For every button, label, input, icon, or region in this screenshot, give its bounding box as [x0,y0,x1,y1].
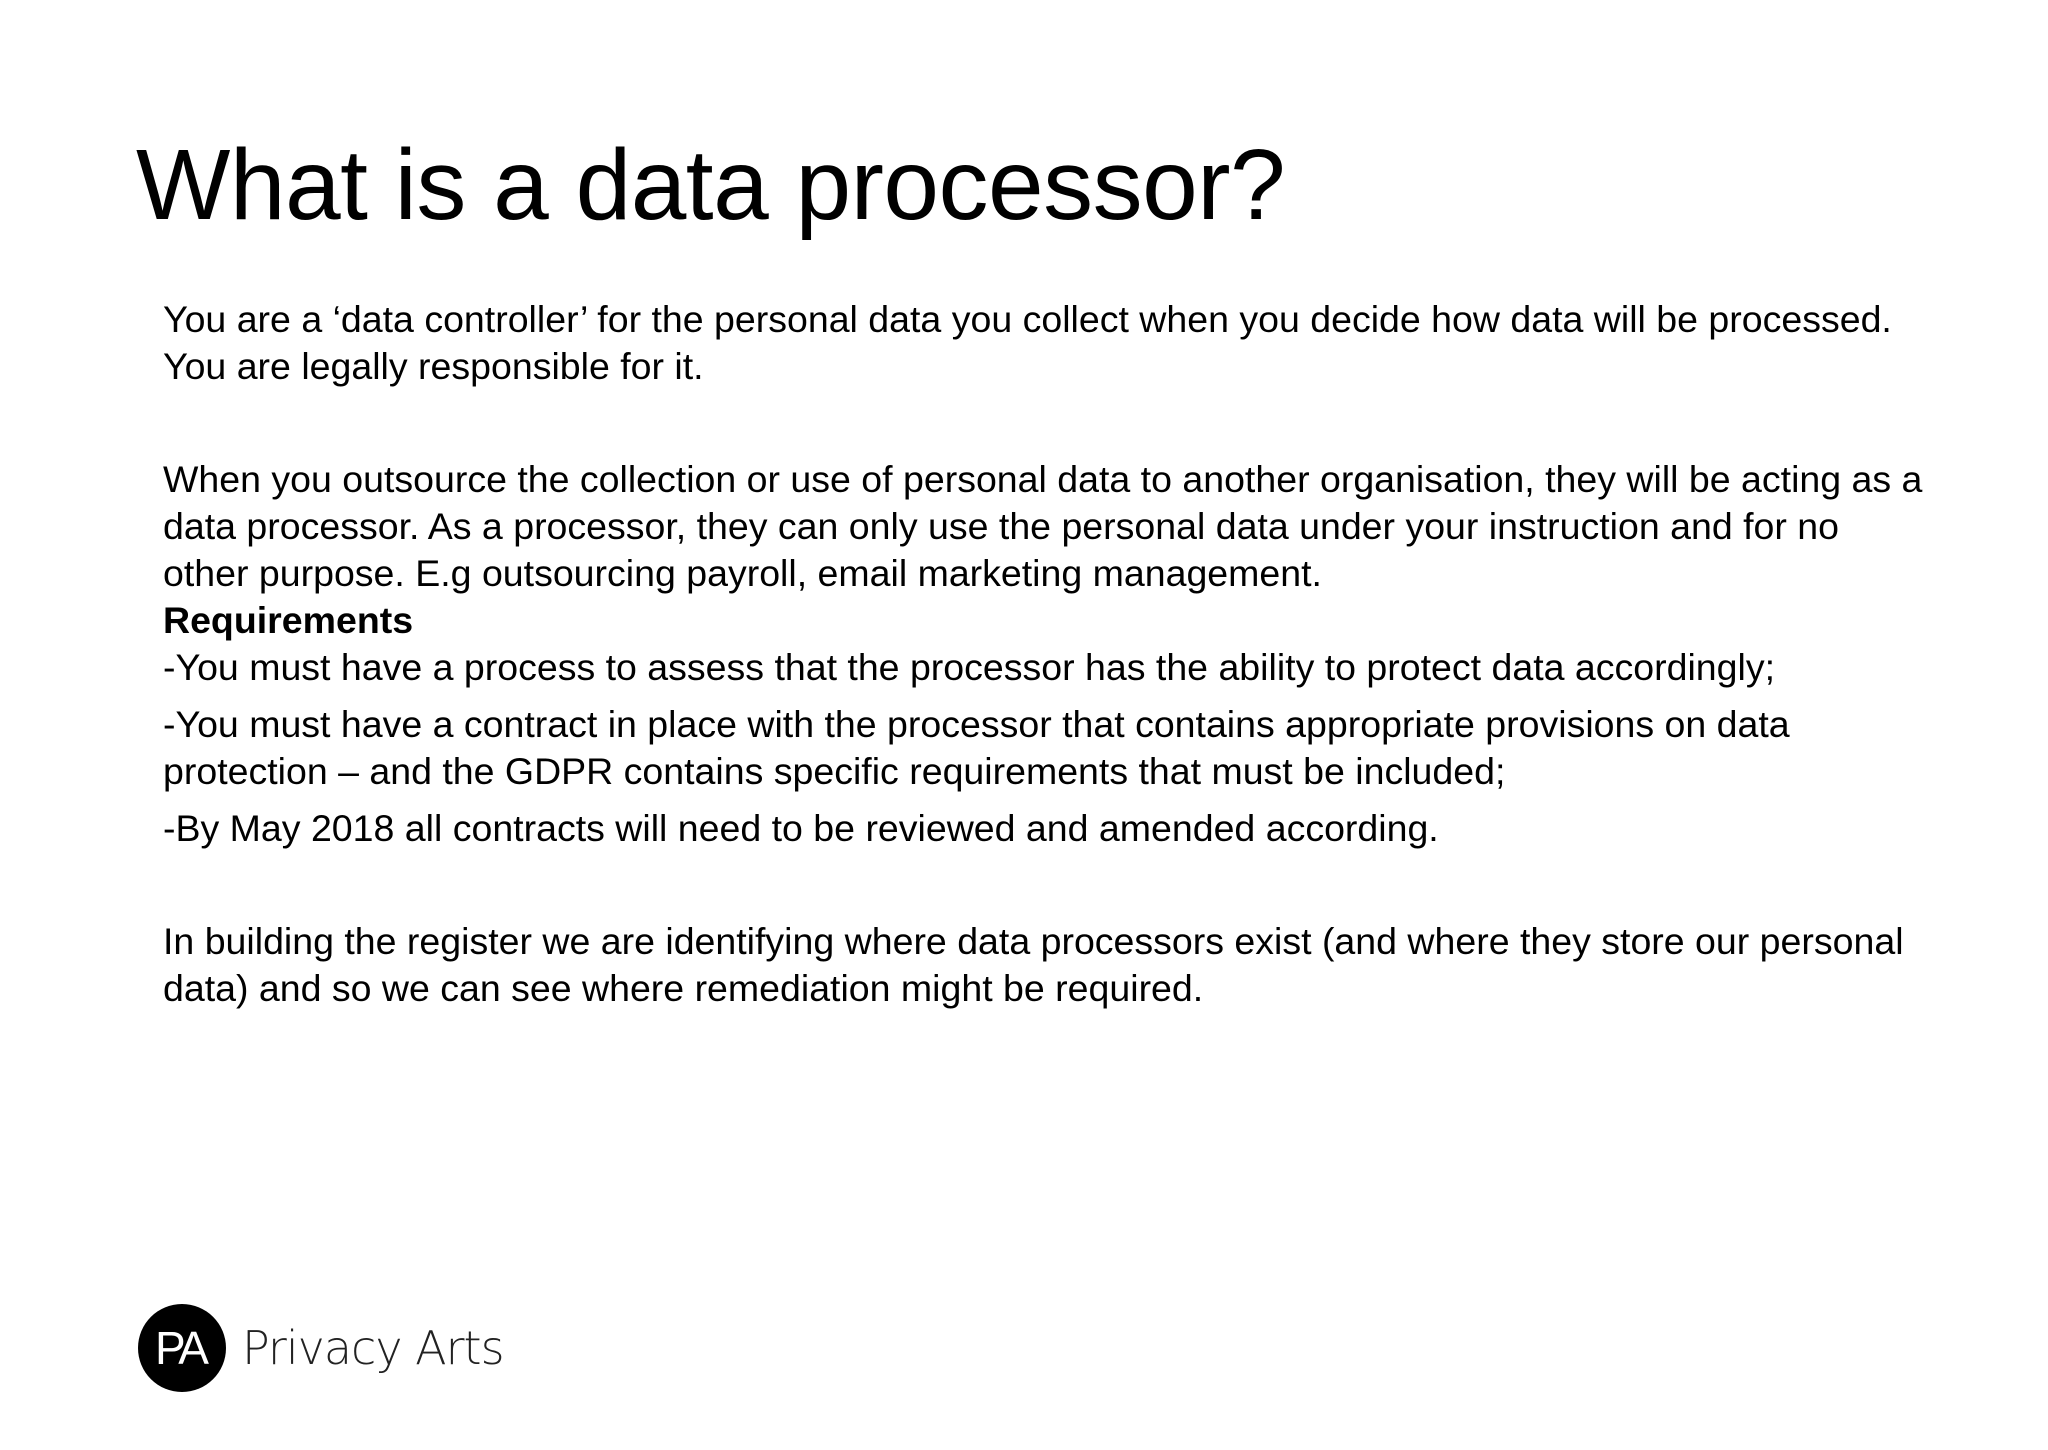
requirements-heading: Requirements [163,599,414,641]
requirements-list [163,644,1923,852]
closing-paragraph: In building the register we are identifying where data processors exist (and where they store our personal data) and so we can see where remediation might be required. [163,920,1904,1009]
controller-paragraph: You are a ‘data controller’ for the personal data you collect when you decide how data will be processed. You are legally responsible for it. [163,298,1892,387]
processor-paragraph: When you outsource the collection or use of personal data to another organisation, they will be acting as a data processor. As a processor, they can only use the personal data under your instruction and for no other purpose. E.g outsourcing payroll, email marketing management. [163,458,1923,594]
privacy-arts-logo [138,1304,504,1392]
requirement-item: - By May 2018 all contracts will need to be reviewed and amended according. [163,805,1923,852]
requirement-item: - You must have a contract in place with the processor that contains appropriate provisions on data protection – and the GDPR contains specific requirements that must be included; [163,701,1923,795]
logo-wordmark: Privacy Arts [242,1321,504,1375]
requirement-item: - You must have a process to assess that the processor has the ability to protect data accordingly; [163,644,1923,691]
slide-body [163,296,1923,1012]
slide-title: What is a data processor? [136,129,1286,241]
logo-mark: PA [138,1304,226,1392]
